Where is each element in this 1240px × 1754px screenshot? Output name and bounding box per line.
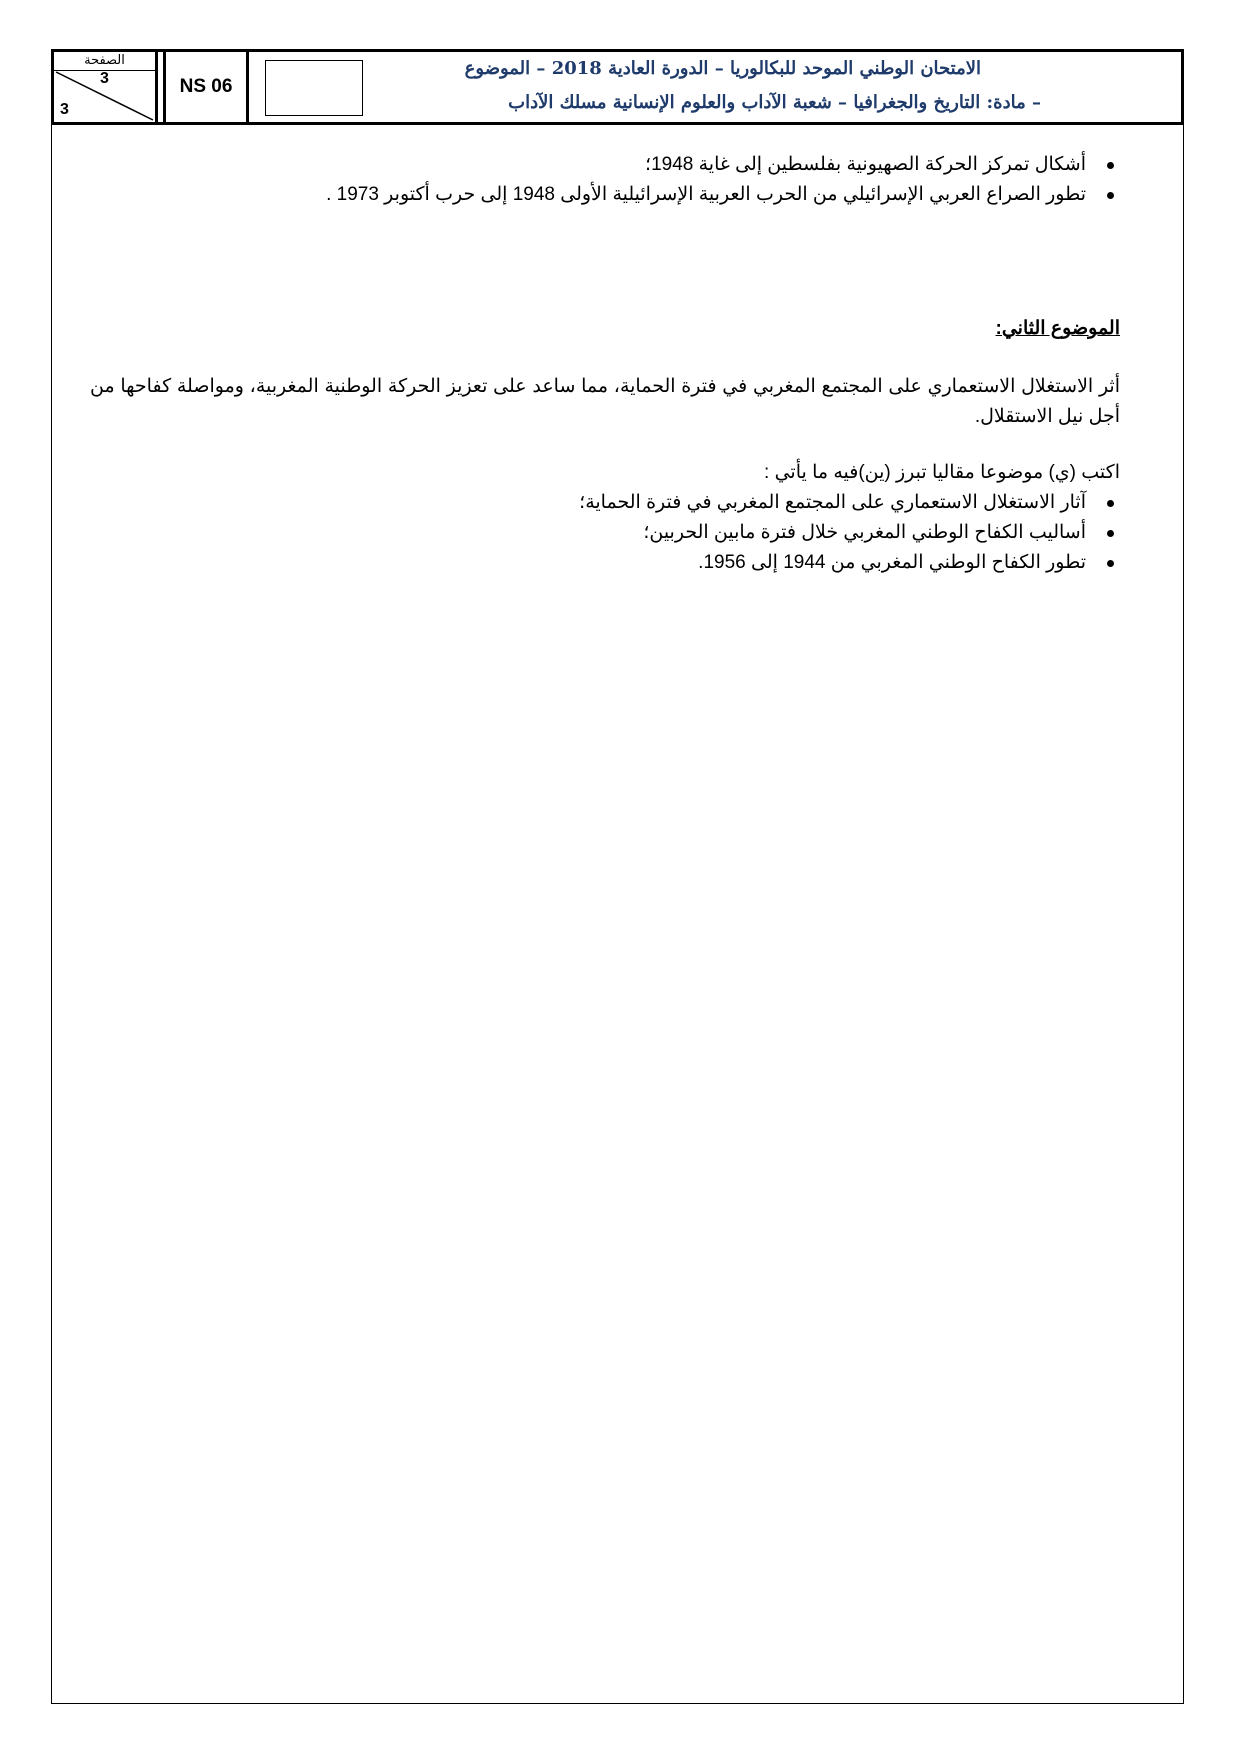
page-label: الصفحة — [84, 53, 125, 68]
second-subject-title-block — [90, 314, 1120, 344]
exam-title-line-2: – مادة: التاريخ والجغرافيا – شعبة الآداب والعلوم الإنسانية مسلك الآداب — [508, 92, 1041, 113]
list-item: تطور الكفاح الوطني المغربي من 1944 إلى 1956. — [90, 548, 1120, 578]
blank-box — [265, 60, 363, 116]
second-subject-instruction: اكتب (ي) موضوعا مقاليا تبرز (ين)فيه ما يأتي : — [764, 462, 1120, 483]
second-subject-paragraph: أثر الاستغلال الاستعماري على المجتمع المغربي في فترة الحماية، مما ساعد على تعزيز الحركة الوطنية المغربية، ومواصلة كفاحها من أجل نيل الاستقلال. — [90, 376, 1120, 427]
exam-title-line-1: الامتحان الوطني الموحد للبكالوريا – الدورة العادية 2018 – الموضوع — [464, 58, 981, 79]
list-item: أشكال تمركز الحركة الصهيونية بفلسطين إلى غاية 1948؛ — [90, 150, 1120, 180]
page-frame — [51, 49, 1184, 1704]
second-subject-title: الموضوع الثاني: — [995, 318, 1120, 339]
second-subject-bullets — [90, 488, 1120, 578]
page-current: 3 — [100, 70, 109, 87]
exam-title-box — [249, 52, 1181, 122]
exam-code: NS 06 — [166, 52, 249, 122]
list-item: تطور الصراع العربي الإسرائيلي من الحرب العربية الإسرائيلية الأولى 1948 إلى حرب أكتوبر 1973 . — [90, 180, 1120, 210]
first-subject-bullets — [90, 150, 1120, 210]
list-item: آثار الاستغلال الاستعماري على المجتمع المغربي في فترة الحماية؛ — [90, 488, 1120, 518]
exam-header — [51, 49, 1184, 125]
list-item: أساليب الكفاح الوطني المغربي خلال فترة مابين الحربين؛ — [90, 518, 1120, 548]
header-spacer — [158, 52, 166, 122]
page-total: 3 — [60, 101, 69, 118]
page-number-box — [54, 52, 158, 122]
